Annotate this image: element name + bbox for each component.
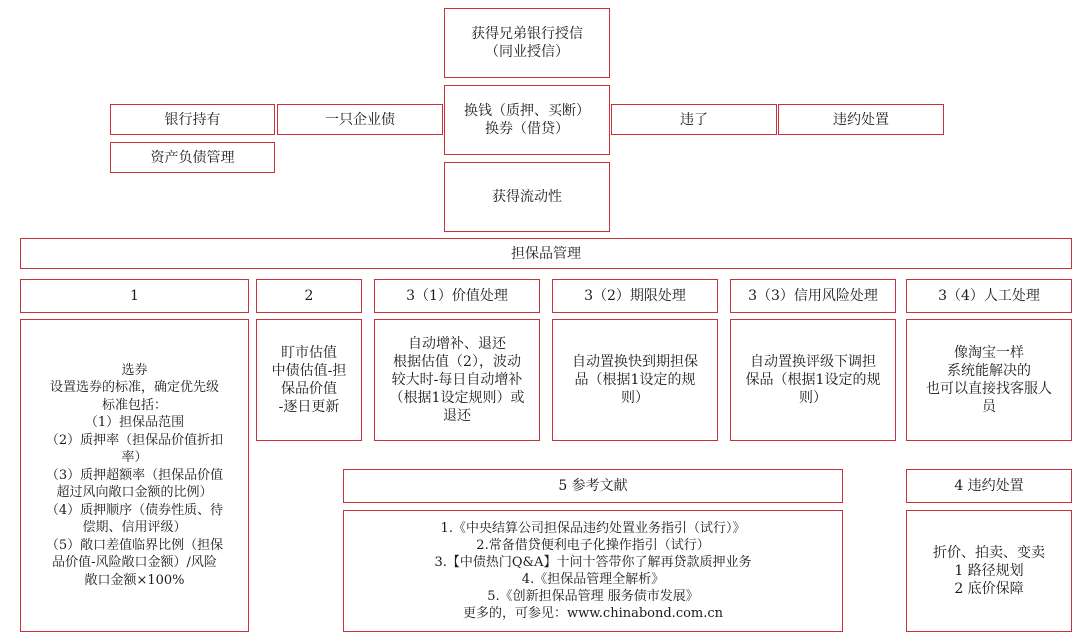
header-1	[20, 279, 249, 313]
reference-item: 3.【中债热门Q&A】十问十答带你了解再贷款质押业务	[434, 555, 752, 570]
term-processing-text: 自动置换快到期担保 品（根据1设定的规 则）	[572, 354, 698, 406]
sibling-bank-credit-box	[444, 8, 610, 78]
liquidity-text: 获得流动性	[492, 189, 562, 205]
selection-line: 敞口金额×100%	[84, 572, 185, 588]
default-handling-box	[778, 104, 944, 135]
alm-text: 资产负债管理	[150, 149, 235, 166]
liquidity-box	[444, 162, 610, 232]
selection-line: （5）敞口差值临界比例（担保	[45, 537, 224, 553]
credit-processing-text: 自动置换评级下调担 保品（根据1设定的规 则）	[745, 354, 881, 406]
references-header	[343, 469, 843, 503]
selection-line: 偿期、信用评级）	[82, 520, 187, 536]
header-3-1-label: 3（1）价值处理	[406, 288, 508, 304]
reference-item: 4.《担保品管理全解析》	[521, 572, 665, 587]
sibling-bank-credit-text: 获得兄弟银行授信 （同业授信）	[471, 26, 583, 60]
manual-processing-text: 像淘宝一样 系统能解决的 也可以直接找客服人 员	[926, 345, 1052, 415]
corporate-bond-text: 一只企业债	[325, 111, 395, 128]
default-disposal-text: 折价、拍卖、变卖 1 路径规划 2 底价保障	[933, 545, 1045, 597]
header-3-4	[906, 279, 1072, 313]
references-box	[343, 510, 843, 632]
selection-line: （1）担保品范围	[84, 415, 185, 431]
default-handling-text: 违约处置	[833, 111, 889, 128]
selection-line: 超过风向敞口金额的比例）	[56, 485, 213, 501]
selection-line: （2）质押率（担保品价值折扣	[45, 432, 224, 448]
references-header-label: 5 参考文献	[558, 478, 628, 494]
default-text: 违了	[680, 111, 708, 128]
selection-line: 设置选券的标准，确定优先级	[49, 380, 219, 396]
valuation-text: 盯市估值 中债估值-担 保品价值 -逐日更新	[271, 345, 347, 415]
header-2-label: 2	[304, 288, 314, 304]
header-3-1	[374, 279, 540, 313]
value-processing-box	[374, 319, 540, 441]
default-disposal-header-label: 4 违约处置	[954, 478, 1024, 494]
valuation-box	[256, 319, 362, 441]
collateral-management-title: 担保品管理	[511, 245, 581, 262]
corporate-bond-box	[277, 104, 443, 135]
header-3-4-label: 3（4）人工处理	[938, 288, 1040, 304]
header-1-label: 1	[130, 288, 139, 304]
bank-holding-text: 银行持有	[164, 111, 221, 128]
selection-criteria-box	[20, 319, 249, 632]
term-processing-box	[552, 319, 718, 441]
bank-holding-box	[110, 104, 275, 135]
selection-line: 标准包括：	[101, 397, 167, 413]
selection-line: （4）质押顺序（债券性质、待	[45, 502, 224, 518]
default-box	[611, 104, 777, 135]
header-3-2	[552, 279, 718, 313]
reference-item: 2.常备借贷便利电子化操作指引（试行）	[476, 538, 710, 553]
header-3-3	[730, 279, 896, 313]
default-disposal-header	[906, 469, 1072, 503]
value-processing-text: 自动增补、退还 根据估值（2），波动 较大时-每日自动增补 （根据1设定规则）或 退还	[389, 336, 525, 424]
header-3-3-label: 3（3）信用风险处理	[748, 288, 878, 304]
selection-line: 率）	[121, 450, 148, 466]
header-2	[256, 279, 362, 313]
swap-box	[444, 85, 610, 155]
alm-box	[110, 142, 275, 173]
header-3-2-label: 3（2）期限处理	[584, 288, 686, 304]
selection-line: （3）质押超额率（担保品价值	[45, 467, 224, 483]
reference-item: 5.《创新担保品管理 服务债市发展》	[487, 589, 699, 604]
selection-line: 品价值-风险敞口金额）/风险	[52, 555, 217, 571]
default-disposal-box	[906, 510, 1072, 632]
credit-processing-box	[730, 319, 896, 441]
reference-item: 更多的，可参见：www.chinabond.com.cn	[462, 606, 724, 621]
swap-text: 换钱（质押、买断） 换券（借贷）	[464, 103, 590, 137]
collateral-management-banner	[20, 238, 1072, 269]
manual-processing-box	[906, 319, 1072, 441]
reference-item: 1.《中央结算公司担保品违约处置业务指引（试行）》	[440, 521, 746, 536]
selection-line: 选券	[121, 362, 148, 378]
